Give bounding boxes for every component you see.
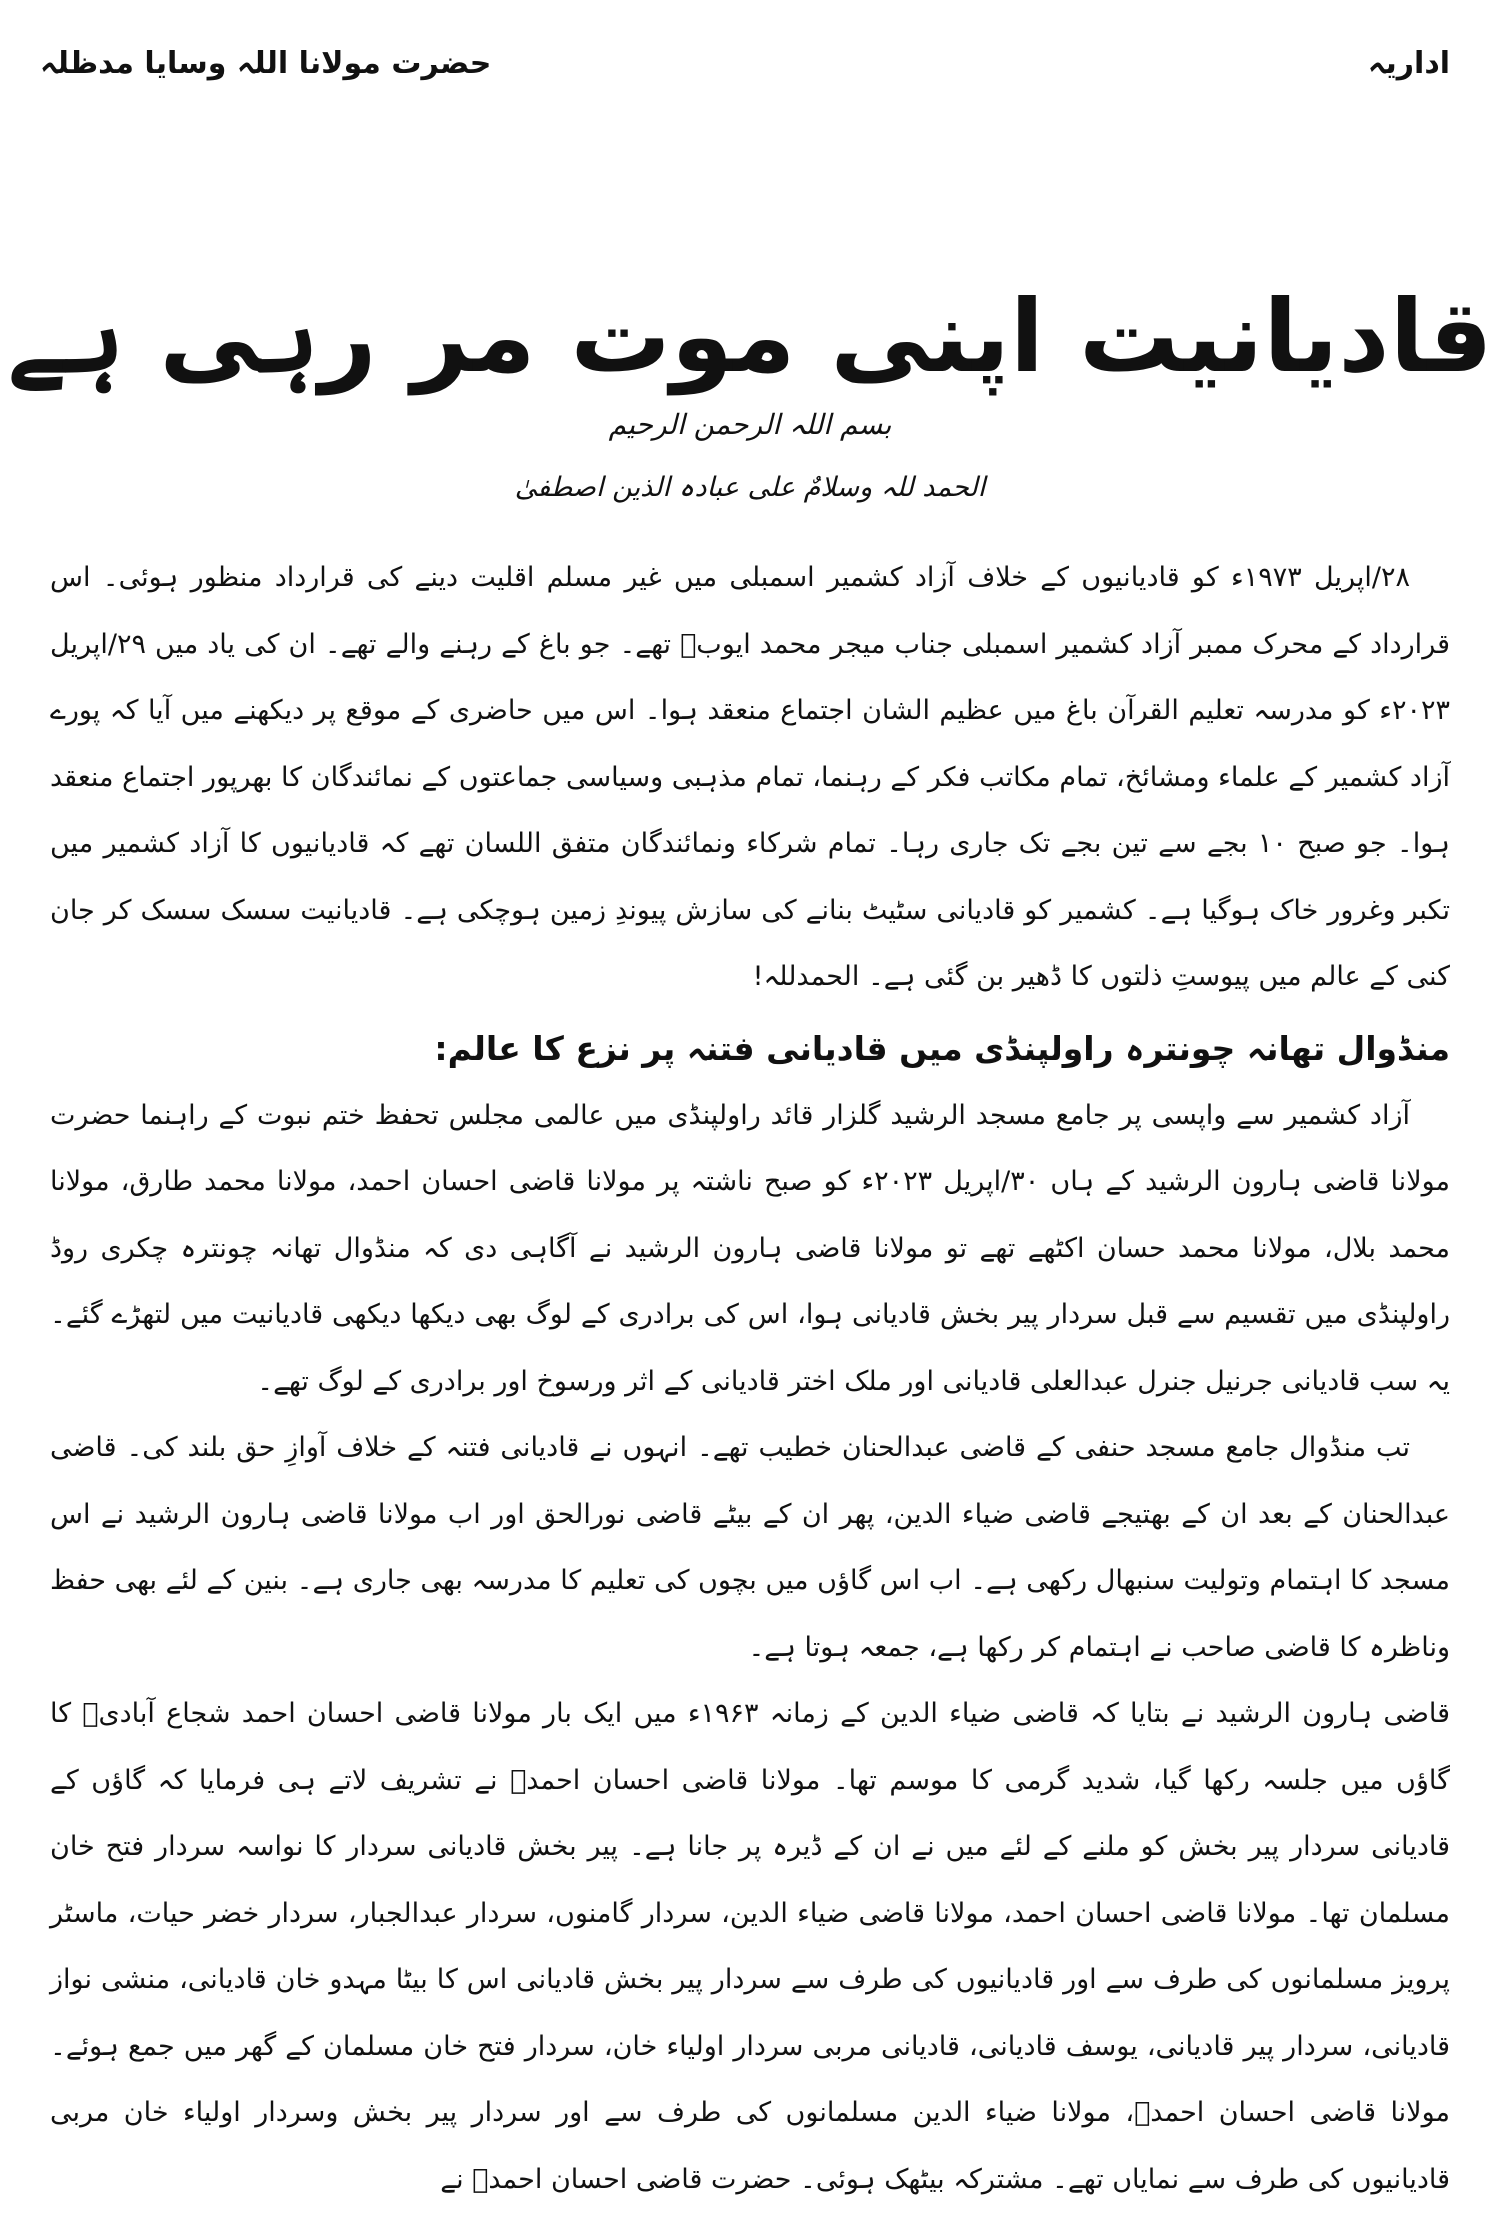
bismillah-line: بسم اللہ الرحمن الرحیم xyxy=(608,408,892,441)
paragraph-3: تب منڈوال جامع مسجد حنفی کے قاضی عبدالحنان خطیب تھے۔ انہوں نے قادیانی فتنہ کے خلاف آوازِ حق بلند کی۔ قاضی عبدالحنان کے بعد ان کے بھتیجے قاضی ضیاء الدین، پھر ان کے بیٹے قاضی نورالحق اور اب مولانا قاضی ہارون الرشید نے اس مسجد کا اہتمام وتولیت سنبھال رکھی ہے۔ اب اس گاؤں میں بچوں کی تعلیم کا مدرسہ بھی جاری ہے۔ بنین کے لئے بھی حفظ وناظرہ کا قاضی صاحب نے اہتمام کر رکھا ہے، جمعہ ہوتا ہے۔ xyxy=(50,1432,1450,1663)
paragraph-2: آزاد کشمیر سے واپسی پر جامع مسجد الرشید گلزار قائد راولپنڈی میں عالمی مجلس تحفظ ختم نبوت کے راہنما حضرت مولانا قاضی ہارون الرشید کے ہاں ۳۰/اپریل ۲۰۲۳ء کو صبح ناشتہ پر مولانا قاضی احسان احمد، مولانا محمد طارق، مولانا محمد بلال، مولانا محمد حسان اکٹھے تھے تو مولانا قاضی ہارون الرشید نے آگاہی دی کہ منڈوال تھانہ چونترہ چکری روڈ راولپنڈی میں تقسیم سے قبل سردار پیر بخش قادیانی ہوا، اس کی برادری کے لوگ بھی دیکھا دیکھی قادیانیت میں لتھڑے گئے۔ یہ سب قادیانی جرنیل جنرل عبدالعلی قادیانی اور ملک اختر قادیانی کے اثر ورسوخ اور برادری کے لوگ تھے۔ xyxy=(50,1099,1451,1397)
section-header: اداریہ xyxy=(1367,46,1450,81)
hamd-line: الحمد للہ وسلامٌ علی عبادہ الذین اصطفیٰ xyxy=(514,472,986,503)
paragraph-1: ۲۸/اپریل ۱۹۷۳ء کو قادیانیوں کے خلاف آزاد کشمیر اسمبلی میں غیر مسلم اقلیت دینے کی قرارداد منظور ہوئی۔ اس قرارداد کے محرک ممبر آزاد کشمیر اسمبلی جناب میجر محمد ایوبؒ تھے۔ جو باغ کے رہنے والے تھے۔ ان کی یاد میں ۲۹/اپریل ۲۰۲۳ء کو مدرسہ تعلیم القرآن باغ میں عظیم الشان اجتماع منعقد ہوا۔ اس میں حاضری کے موقع پر دیکھنے میں آیا کہ پورے آزاد کشمیر کے علماء ومشائخ، تمام مکاتب فکر کے رہنما، تمام مذہبی وسیاسی جماعتوں کے نمائندگان کا بھرپور اجتماع منعقد ہوا۔ جو صبح ۱۰ بجے سے تین بجے تک جاری رہا۔ تمام شرکاء ونمائندگان متفق اللسان تھے کہ قادیانیوں کا آزاد کشمیر میں تکبر وغرور خاک ہوگیا ہے۔ کشمیر کو قادیانی سٹیٹ بنانے کی سازش پیوندِ زمین ہوچکی ہے۔ قادیانیت سسک سسک کر جان کنی کے عالم میں پیوستِ ذلتوں کا ڈھیر بن گئی ہے۔ الحمدللہ! xyxy=(50,562,1451,992)
section-subheading: منڈوال تھانہ چونترہ راولپنڈی میں قادیانی فتنہ پر نزع کا عالم: xyxy=(434,1028,1450,1068)
article-body xyxy=(50,545,1450,2213)
paragraph-4: قاضی ہارون الرشید نے بتایا کہ قاضی ضیاء الدین کے زمانہ ۱۹۶۳ء میں ایک بار مولانا قاضی احسان احمد شجاع آبادیؒ کا گاؤں میں جلسہ رکھا گیا، شدید گرمی کا موسم تھا۔ مولانا قاضی احسان احمدؒ نے تشریف لاتے ہی فرمایا کہ گاؤں کے قادیانی سردار پیر بخش کو ملنے کے لئے میں نے ان کے ڈیرہ پر جانا ہے۔ پیر بخش قادیانی سردار کا نواسہ سردار فتح خان مسلمان تھا۔ مولانا قاضی احسان احمد، مولانا قاضی ضیاء الدین، سردار گامنوں، سردار عبدالجبار، سردار خضر حیات، ماسٹر پرویز مسلمانوں کی طرف سے اور قادیانیوں کی طرف سے سردار پیر بخش قادیانی اس کا بیٹا مہدو خان قادیانی، منشی نواز قادیانی، سردار پیر قادیانی، یوسف قادیانی، قادیانی مربی سردار اولیاء خان، سردار فتح خان مسلمان کے گھر میں جمع ہوئے۔ مولانا قاضی احسان احمدؒ، مولانا ضیاء الدین مسلمانوں کی طرف سے اور سردار پیر بخش وسردار اولیاء خان مربی قادیانیوں کی طرف سے نمایاں تھے۔ مشترکہ بیٹھک ہوئی۔ حضرت قاضی احسان احمدؒ نے xyxy=(50,1698,1450,2195)
article-title: قادیانیت اپنی موت مر رہی ہے xyxy=(7,278,1493,395)
author-header: حضرت مولانا اللہ وسایا مدظلہ xyxy=(40,46,492,81)
